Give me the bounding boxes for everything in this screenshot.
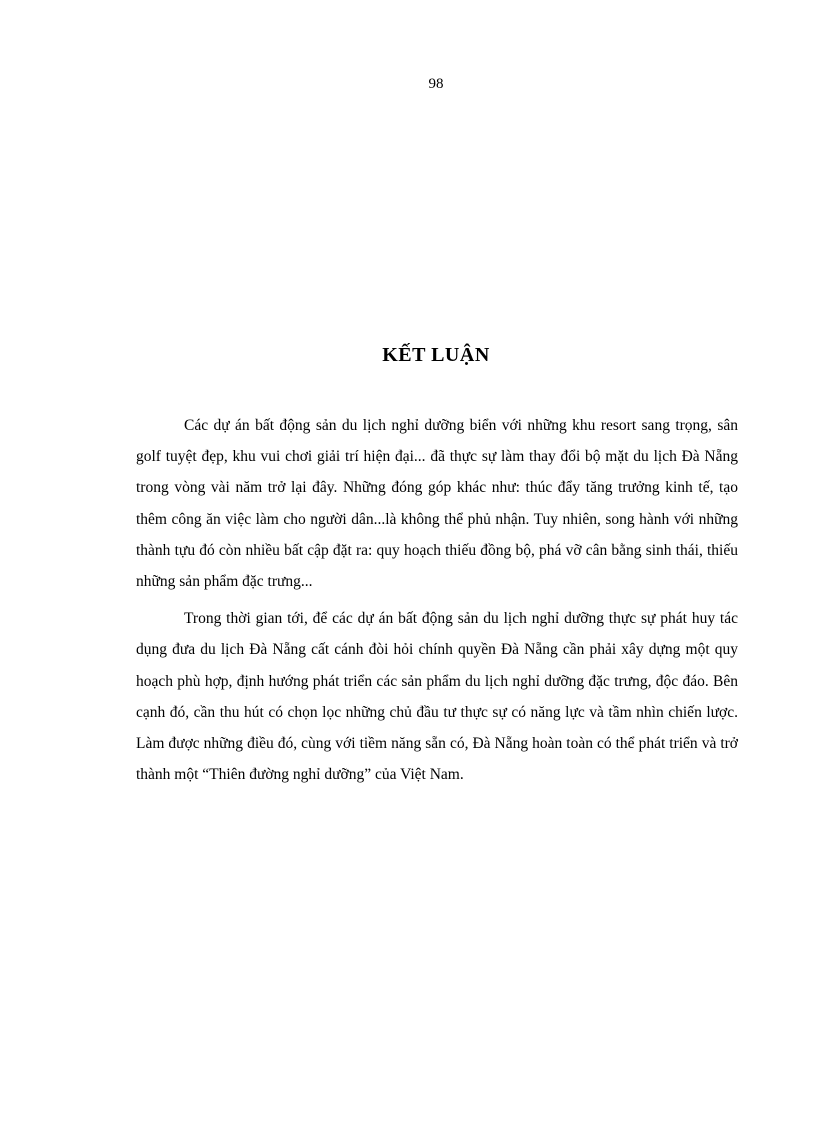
paragraph: Các dự án bất động sản du lịch nghỉ dưỡng biển với những khu resort sang trọng, sân golf tuyệt đẹp, khu vui chơi giải trí hiện đại... đã thực sự làm thay đổi bộ mặt du lịch Đà Nẵng trong vòng vài năm trở lại đây. Những đóng góp khác như: thúc đẩy tăng trưởng kinh tế, tạo thêm công ăn việc làm cho người dân...là không thể phủ nhận. Tuy nhiên, song hành với những thành tựu đó còn nhiều bất cập đặt ra: quy hoạch thiếu đồng bộ, phá vỡ cân bằng sinh thái, thiếu những sản phẩm đặc trưng...: [136, 417, 738, 591]
section-heading: KẾT LUẬN: [382, 344, 490, 366]
page-number: 98: [428, 76, 444, 92]
body-text: [136, 410, 738, 796]
paragraph: Trong thời gian tới, để các dự án bất động sản du lịch nghỉ dưỡng thực sự phát huy tác dụng đưa du lịch Đà Nẵng cất cánh đòi hỏi chính quyền Đà Nẵng cần phải xây dựng một quy hoạch phù hợp, định hướng phát triển các sản phẩm du lịch nghỉ dưỡng đặc trưng, độc đáo. Bên cạnh đó, cần thu hút có chọn lọc những chủ đầu tư thực sự có năng lực và tầm nhìn chiến lược. Làm được những điều đó, cùng với tiềm năng sẵn có, Đà Nẵng hoàn toàn có thể phát triển và trở thành một “Thiên đường nghỉ dưỡng” của Việt Nam.: [136, 610, 738, 784]
